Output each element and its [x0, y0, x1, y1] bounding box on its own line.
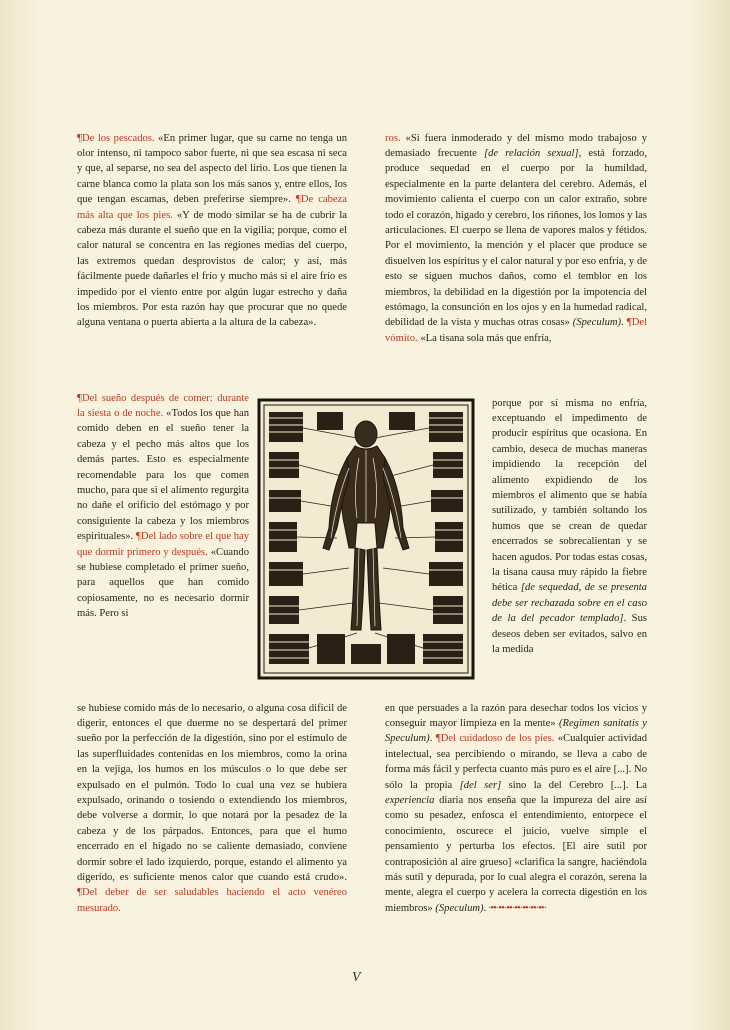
pilcrow-mark: ¶ — [135, 530, 141, 543]
body-text: «Cuando se hubiese completado el primer sueño, para aquellos que han comido copiosamente, no es necesario dormir más. Pero si — [77, 546, 249, 620]
italic-citation: (Speculum) — [435, 902, 484, 914]
rubric-heading: Del vómito. — [385, 317, 648, 344]
vein-man-illustration — [257, 398, 475, 680]
italic-note: [de relación sexual] — [484, 148, 579, 159]
body-text: «Todos los que han comido deben en el sueño tener la cabeza y el pecho más altos que los demás partes. Esto es especialmente recomendable para los que comen mucho, para que si el alimento regurgita no dañe el orificio del estómago y por consiguiente la cabeza y los miembros espirituales». — [77, 408, 250, 543]
italic-note: [de sequedad, de se presenta debe ser rechazada sobre en el caso de la del pecador templado] — [492, 582, 647, 625]
italic-citation: (Regimen sanitatis y Speculum) — [385, 718, 647, 745]
body-text: se hubiese comido más de lo necesario, o alguna cosa difícil de digerir, entonces el que duerme no se despertará del primer sueño por la perfección de la digestión, sino por el estímulo de las superfluidades contenidas en los miembros, como la orina en la vejiga, los humos en los músculos o lo que debe ser expulsado en el pulmón. Todo lo cual una vez se hubiera expulsado, orinando o tosiendo o extendiendo los miembros, debe volverse a dormir, lo que notará por la pesadez de la cabeza y de los párpados. Entonces, para que el humo encerrado en el hígado no se caliente demasiado, conviene dormir sobre el lado izquierdo, porque, estando el alimento ya digerido, es suficiente menos calor que cuando está crudo». — [77, 702, 347, 884]
woodcut-anatomical-figure — [257, 398, 475, 680]
paragraph — [77, 391, 249, 622]
left-column-lower — [77, 690, 347, 927]
body-text: «Y de modo similar se ha de cubrir la cabeza más durante el sueño que en la vigilia; porque, como el calor natural se concentra en las regiones medias del cuerpo, las extremos quedan desprovistos de calor; y así, más fácilmente puede dañarles el frío y mucho más si el aire frío es impedido por el viento entre por algún lugar estrecho y daña los miembros. Por esta razón hay que procurar que no quede alguna ventana o puerta abierta a la altura de la cabeza». — [77, 209, 347, 329]
pilcrow-mark: ¶ — [626, 316, 632, 329]
pilcrow-mark: ¶ — [295, 193, 301, 206]
pilcrow-mark: ¶ — [77, 131, 82, 144]
rubric-heading: Del sueño después de comer: durante la siesta o de noche. — [77, 392, 249, 419]
right-column-upper — [385, 120, 647, 357]
paragraph — [385, 701, 647, 917]
body-text: sino la del Cerebro [...]. La — [501, 779, 647, 791]
paragraph — [77, 701, 347, 917]
body-text: . Sus deseos deben ser evitados, salvo en la medida — [492, 613, 647, 656]
paragraph — [492, 396, 647, 658]
body-text: . — [429, 733, 436, 745]
body-text: . — [483, 902, 487, 914]
left-column-mid — [77, 380, 249, 632]
body-text: «Cualquier actividad intelectual, sea percibiendo o mirando, se lleva a cabo de forma más fácil y perfecta cuanto más puro es el aire [...]. No sólo la propia — [385, 733, 648, 791]
rubric-heading: Del cuidadoso de los pies. — [440, 733, 555, 745]
pilcrow-mark: ¶ — [77, 391, 82, 404]
right-column-mid — [492, 385, 647, 668]
rubric-heading: De los pescados. — [81, 132, 155, 144]
pilcrow-mark: ¶ — [435, 732, 441, 745]
body-text: en que persuades a la razón para desechar todos los vicios y conseguir mayor limpieza en la mente» — [385, 702, 647, 729]
paragraph — [77, 131, 347, 331]
left-column-upper — [77, 120, 347, 341]
rubric-heading: ros. — [385, 132, 401, 144]
body-text: «En primer lugar, que su carne no tenga un olor intenso, ni tampoco sabor fuerte, ni que sea escasa ni seca y que, al separse, no sea del aspecto del lirio. Los que tienen la carne blanca como la plata son los más sanos y, entre ellos, los que tengan escamas, deben preferirse siempre». — [77, 132, 347, 206]
paragraph — [385, 131, 647, 347]
body-text: diaria nos enseña que la impureza del aire así como su pesadez, enfosca el entendimiento, entorpece el conocimiento, oscurece el juicio, vuelve simple el pensamiento y perturba los efectos. [El aire sutil por contraposición al aire grueso] «clarifica la sangre, haciéndola más sutil y depurada, por lo cual alegra el corazón, serena la mente, alegra el cuerpo y acelera la correcta digestión en los miembros» — [385, 795, 647, 914]
body-text: , está forzado, produce sequedad en el cuerpo por la humildad, especialmente en la parte delantera del cerebro. Además, el movimiento calienta el cuerpo con un calor extraño, sobre todo el corazón, hígado y cerebro, los riñones, los lomos y las articulaciones. El cuerpo se llena de vapores malos y fétidos. Por el movimiento, la mención y el placer que produce se disuelven los espíritus y el calor natural y por eso enfría, y de esto se siguen muchos daños, como el temblor en los miembros, la debilidad en la digestión por la impotencia del estómago, la consunción en los ojos y en la humedad radical, debilidad de la vista y muchas otras cosas» — [385, 148, 647, 329]
body-text: «Si fuera inmoderado y del mismo modo trabajoso y demasiado frecuente — [385, 132, 647, 159]
pilcrow-mark: ¶ — [77, 886, 82, 899]
rubric-heading: Del deber de ser saludables haciendo el acto venéreo mesurado. — [77, 887, 347, 914]
body-text: . — [621, 317, 627, 329]
rubric-heading: De cabeza más alta que los pies. — [77, 194, 348, 221]
right-column-lower — [385, 690, 647, 927]
rubric-heading: Del lado sobre el que hay que dormir primero y después. — [77, 531, 249, 558]
page-number: V — [352, 970, 361, 985]
italic-note: [del ser] — [459, 779, 502, 791]
line-filler-ornament: ·••·••·••·••·••·••·••· — [486, 902, 547, 914]
body-text: «La tisana sola más que enfría, — [417, 332, 552, 344]
italic-citation: (Speculum) — [572, 317, 622, 329]
italic-note: experiencia — [385, 795, 435, 807]
body-text: porque por sí misma no enfría, exceptuando el impedimento de producir espíritus que ocasiona. En cambio, deseca de muchas maneras impidiendo la recepción del alimento expidiendo de los miembros el alimento que se había sutilizado, y también soltando los humos que se crean de quedar encerrados se sobrecalientan y se hacen agudos. Por todas estas cosas, la tisana causa muy rápido la fiebre hética — [492, 397, 647, 594]
